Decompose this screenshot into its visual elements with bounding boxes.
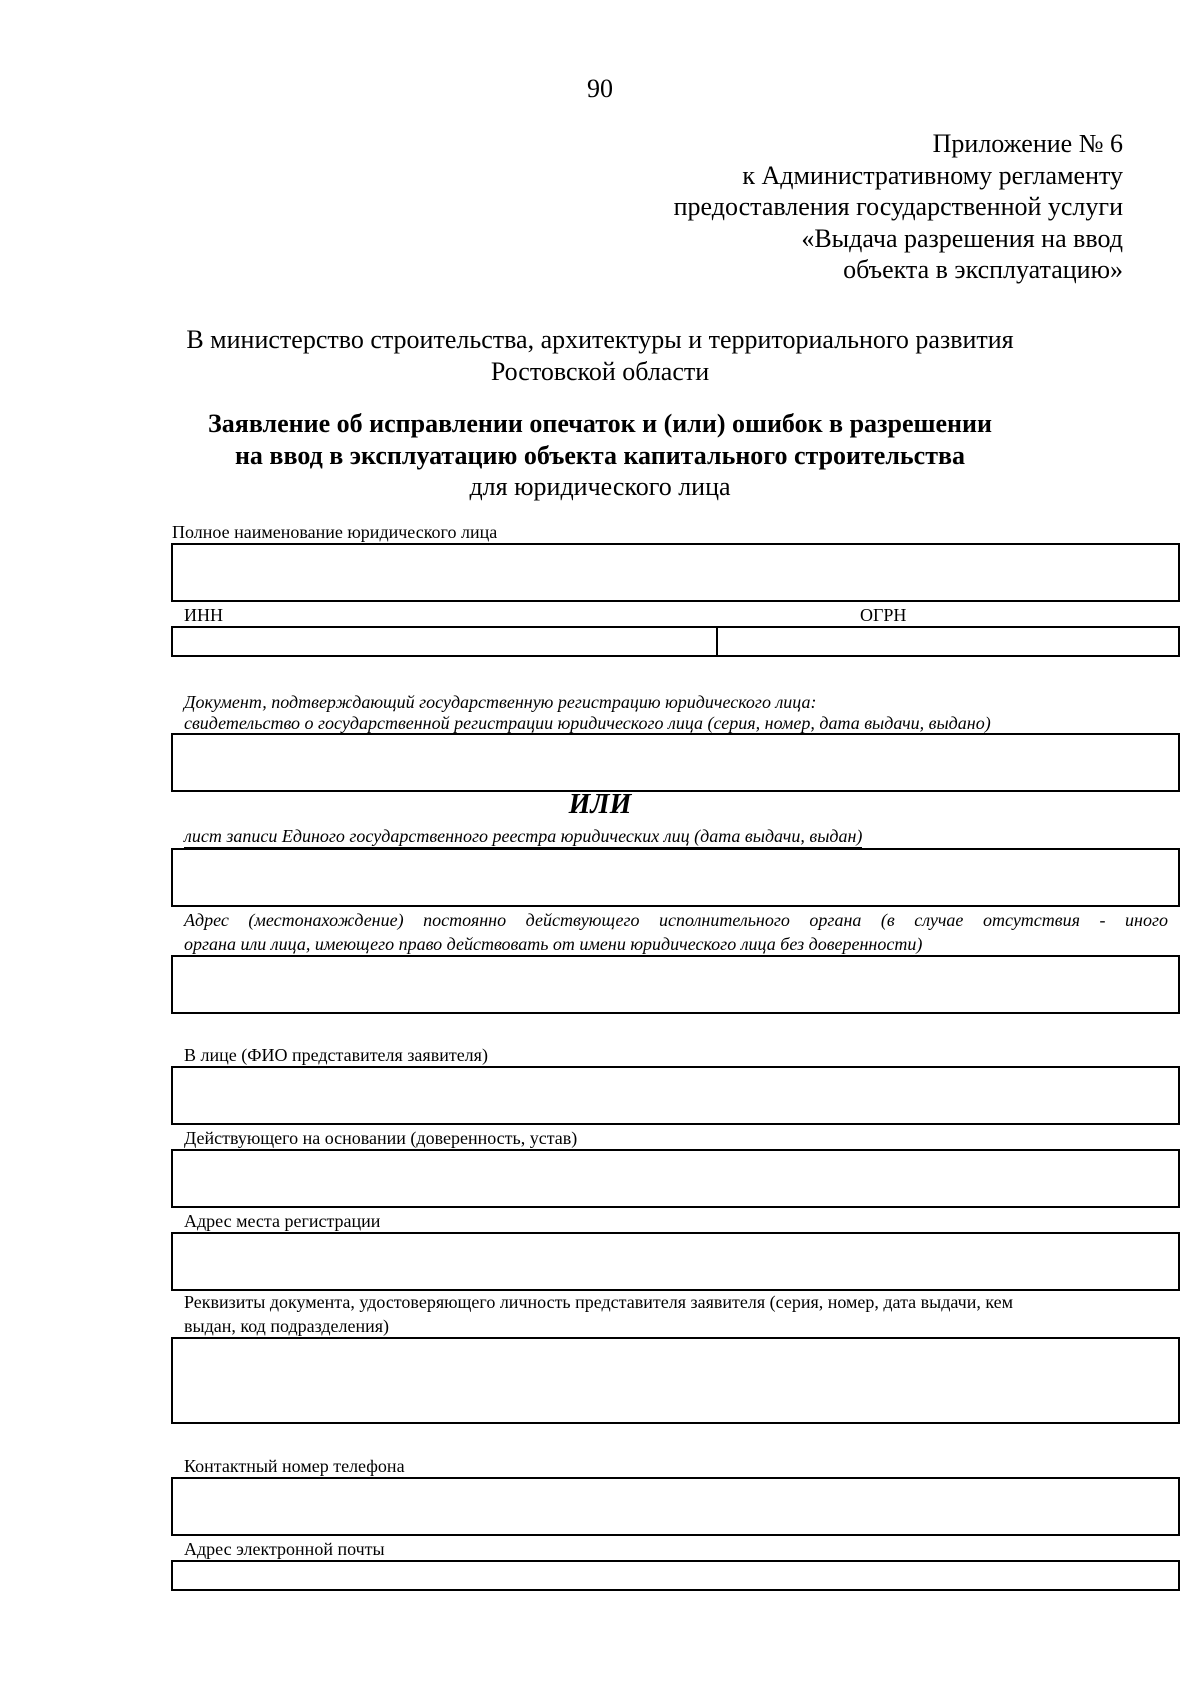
form-title xyxy=(60,408,1140,503)
id-document-field[interactable] xyxy=(171,1337,1180,1424)
email-label: Адрес электронной почты xyxy=(184,1539,385,1559)
egrul-sheet-field[interactable] xyxy=(171,848,1180,907)
form-title-line-1: Заявление об исправлении опечаток и (или) ошибок в разрешении xyxy=(208,409,992,438)
egrul-sheet-label: лист записи Единого государственного реестра юридических лиц (дата выдачи, выдан) xyxy=(184,826,863,846)
acting-basis-field[interactable] xyxy=(171,1149,1180,1208)
appendix-line-5: объекта в эксплуатацию» xyxy=(843,255,1123,284)
representative-name-field[interactable] xyxy=(171,1066,1180,1125)
ogrn-label: ОГРН xyxy=(860,605,907,625)
registration-doc-label-line-2: свидетельство о государственной регистрации юридического лица (серия, номер, дата выдачи, выдано) xyxy=(184,713,991,733)
inn-label: ИНН xyxy=(184,605,223,625)
ogrn-field[interactable] xyxy=(716,626,1180,657)
appendix-line-2: к Административному регламенту xyxy=(742,160,1123,190)
id-document-label-line-1: Реквизиты документа, удостоверяющего личность представителя заявителя (серия, номер, дата выдачи, кем xyxy=(184,1292,1014,1312)
appendix-line-3: предоставления государственной услуги xyxy=(673,192,1123,221)
id-document-label-line-2: выдан, код подразделения) xyxy=(184,1316,390,1336)
registration-address-label: Адрес места регистрации xyxy=(184,1211,381,1231)
registration-address-field[interactable] xyxy=(171,1232,1180,1291)
addressee-line-1: В министерство строительства, архитектуры и территориального развития xyxy=(186,325,1014,354)
phone-label: Контактный номер телефона xyxy=(184,1456,405,1476)
appendix-line-4: «Выдача разрешения на ввод xyxy=(801,223,1123,253)
exec-address-label-line-2: органа или лица, имеющего право действовать от имени юридического лица без доверенности) xyxy=(184,934,923,954)
inn-field[interactable] xyxy=(171,626,718,657)
phone-field[interactable] xyxy=(171,1477,1180,1536)
registration-doc-label-line-1: Документ, подтверждающий государственную регистрацию юридического лица: xyxy=(184,692,817,712)
appendix-line-1: Приложение № 6 xyxy=(932,129,1123,158)
or-separator: ИЛИ xyxy=(568,789,632,820)
form-subtitle: для юридического лица xyxy=(469,472,731,501)
representative-name-label: В лице (ФИО представителя заявителя) xyxy=(184,1045,488,1065)
page-number: 90 xyxy=(587,74,613,103)
form-title-line-2: на ввод в эксплуатацию объекта капитального строительства xyxy=(234,440,966,470)
full-name-field[interactable] xyxy=(171,543,1180,602)
exec-address-field[interactable] xyxy=(171,955,1180,1014)
exec-address-label-line-1: Адрес (местонахождение) постоянно действующего исполнительного органа (в случае отсутствия - иного xyxy=(184,910,1168,930)
full-name-label: Полное наименование юридического лица xyxy=(172,522,498,542)
appendix-header xyxy=(674,128,1123,286)
addressee-line-2: Ростовской области xyxy=(490,356,710,386)
registration-doc-field[interactable] xyxy=(171,733,1180,792)
addressee xyxy=(100,324,1100,387)
email-field[interactable] xyxy=(171,1560,1180,1591)
acting-basis-label: Действующего на основании (доверенность, устав) xyxy=(184,1128,578,1148)
